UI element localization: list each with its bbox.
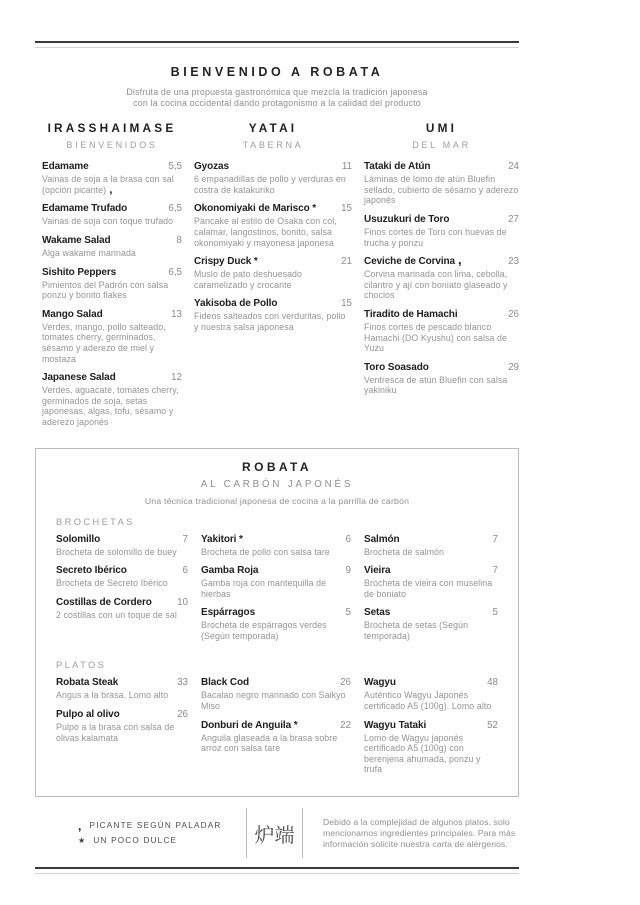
menu-item: [42, 161, 182, 195]
menu-item-description-text: Auténtico Wagyu Japonés certificado A5 (100g). Lomo alto: [364, 690, 492, 712]
yatai-items: [194, 161, 352, 332]
menu-item-name: [201, 534, 342, 545]
menu-item-header: [42, 161, 182, 172]
menu-item-description-text: Pimientos del Padrón con salsa ponzu y bonito flakes: [42, 279, 169, 301]
column-header: YATAI: [248, 121, 298, 136]
menu-item-price: 6,5: [168, 266, 182, 278]
menu-item-name: [364, 720, 483, 731]
menu-item: [364, 214, 519, 248]
menu-item-name: [201, 720, 336, 731]
spicy-icon: ,: [458, 252, 462, 268]
menu-item-name-text: Sishito Peppers: [42, 266, 117, 278]
menu-item-header: [364, 565, 498, 576]
menu-item: [201, 677, 351, 711]
menu-item-description: [56, 610, 188, 621]
menu-item-description-text: Láminas de lomo de atún Bluefin sellado, cubierto de sésamo y aderezo japonés: [364, 174, 519, 206]
menu-item-name: [56, 709, 173, 720]
menu-item-description-text: 6 empanadillas de pollo y verduras en costra de katakuriko: [194, 174, 346, 195]
menu-item: [364, 677, 498, 711]
menu-item: [364, 309, 519, 354]
menu-item-name-text: Gamba Roja: [201, 565, 259, 577]
menu-item-name-text: Yakitori *: [201, 533, 243, 545]
top-rule-thin: [35, 47, 519, 48]
menu-item-name-text: Wakame Salad: [42, 234, 111, 246]
menu-item-price: 29: [508, 361, 519, 373]
menu-item-name: [42, 203, 164, 214]
menu-item-header: [42, 372, 182, 383]
page-title: BIENVENIDO A ROBATA: [170, 65, 384, 79]
menu-item-name: [194, 256, 337, 267]
menu-item-header: [364, 309, 519, 320]
menu-item-description: [364, 620, 498, 641]
menu-item-name: [364, 252, 504, 268]
menu-item-price: 9: [345, 565, 351, 577]
menu-item-price: 26: [340, 677, 351, 689]
menu-item-name-text: Mango Salad: [42, 308, 103, 320]
menu-item-description-text: Finos cortes de Toro con huevas de trucha y ponzu: [364, 226, 507, 248]
menu-item: [364, 161, 519, 206]
menu-item: [364, 607, 498, 641]
menu-item-description-text: Anguila glaseada a la brasa sobre arroz con salsa tare: [201, 732, 338, 754]
page-subtitle: [35, 87, 519, 108]
robata-subtitle: AL CARBÓN JAPONÉS: [200, 478, 354, 490]
menu-item-name: [56, 534, 179, 545]
menu-item-name-text: Black Cod: [201, 677, 250, 689]
menu-item-description-text: Gamba roja con mantequilla de hierbas: [201, 578, 327, 599]
menu-item-header: [194, 161, 352, 172]
umi-items: [364, 161, 519, 396]
irasshaimase-items: [42, 161, 182, 427]
menu-item-description-text: Vainas de soja a la brasa con sal (opción picante): [42, 174, 174, 195]
menu-item: [56, 565, 188, 589]
menu-item-name: [42, 309, 167, 320]
menu-item-price: 15: [341, 203, 352, 215]
menu-item-header: [56, 565, 188, 576]
menu-item-description: [201, 578, 351, 599]
menu-item: [364, 252, 519, 301]
menu-item-name: [194, 298, 337, 309]
top-menu-columns: [35, 121, 519, 435]
menu-item: [201, 720, 351, 754]
menu-item-name-text: Salmón: [364, 533, 400, 545]
menu-item-name-text: Wagyu: [364, 677, 396, 689]
menu-item-description-text: Verdes, mango, pollo salteado, tomates cherry, germinados, sésamo y aderezo de miel y mostaza: [42, 321, 166, 364]
menu-item-name: [364, 214, 504, 225]
menu-item-description: [364, 269, 519, 301]
menu-item-description-text: Brocheta de Secreto Ibérico: [56, 578, 168, 589]
menu-item-name-text: Gyozas: [194, 161, 229, 173]
menu-item-description-text: Vainas de soja con toque trufado: [42, 216, 174, 227]
menu-item-header: [194, 298, 352, 309]
menu-item-description-text: Angus a la brasa. Lomo alto: [56, 690, 169, 701]
menu-item-header: [364, 362, 519, 373]
menu-item-description: [364, 227, 519, 248]
menu-item-price: 22: [340, 719, 351, 731]
menu-item-name-text: Yakisoba de Pollo: [194, 298, 278, 310]
menu-item-description: [194, 311, 352, 332]
menu-item-header: [42, 267, 182, 278]
menu-item-price: 12: [171, 372, 182, 384]
menu-item-header: [364, 607, 498, 618]
menu-item-header: [201, 534, 351, 545]
menu-item-description: [364, 578, 498, 599]
menu-item-name-text: Vieira: [364, 565, 391, 577]
menu-item-description-text: Fideos salteados con verduritas, pollo y nuestra salsa japonesa: [194, 311, 346, 332]
menu-item-description-text: Brocheta de solomillo de buey: [56, 546, 177, 557]
column-subheader: DEL MAR: [412, 140, 471, 151]
platos-col-1: [56, 677, 188, 783]
menu-item-description-text: Finos cortes de pescado blanco Hamachi (DO Kyushu) con salsa de Yuzu: [364, 321, 508, 354]
menu-item-description-text: Pulpo a la brasa con salsa de olivas kalamata: [56, 722, 175, 743]
menu-item-name-text: Solomillo: [56, 533, 101, 545]
menu-item-name: [42, 235, 173, 246]
menu-item-description-text: Lomo de Wagyu japonés certificado A5 (100g) con berenjena ahumada, ponzu y trufa: [364, 732, 481, 775]
platos-grid: [56, 677, 498, 783]
menu-item-description-text: Ventresca de atún Bluefin con salsa yakiniku: [364, 374, 508, 396]
menu-item-name: [201, 607, 342, 618]
menu-item: [42, 203, 182, 227]
menu-item: [194, 298, 352, 332]
menu-item-description: [201, 733, 351, 754]
top-rule-thick: [35, 41, 519, 43]
menu-item-name-text: Edamame Trufado: [42, 203, 128, 215]
menu-item: [42, 309, 182, 364]
spicy-icon: ,: [109, 183, 113, 196]
brochetas-grid: [56, 534, 498, 650]
top-rule: [35, 41, 519, 48]
menu-item-description-text: Bacalao negro marinado con Saikyo Miso: [201, 690, 346, 712]
menu-item-description: [364, 322, 519, 354]
menu-item-price: 33: [177, 677, 188, 689]
menu-item-price: 48: [487, 677, 498, 689]
bottom-rule-thick: [35, 867, 519, 869]
legend-spicy-label: PICANTE SEGÚN PALADAR: [89, 821, 222, 831]
star-icon: ★: [78, 836, 87, 846]
menu-item-price: 23: [508, 256, 519, 268]
menu-item-description: [364, 733, 498, 775]
menu-item-header: [364, 677, 498, 688]
menu-content: [35, 0, 519, 874]
page-subtitle-line-1: Disfruta de una propuesta gastronómica que mezcla la tradición japonesa: [126, 87, 428, 97]
menu-item-name-text: Espárragos: [201, 607, 256, 619]
menu-item-price: 8: [176, 234, 182, 246]
menu-item: [364, 362, 519, 396]
robata-kanji: 炉端: [246, 808, 303, 858]
menu-item-name: [56, 565, 179, 576]
menu-item-price: 10: [177, 596, 188, 608]
menu-item-header: [201, 720, 351, 731]
menu-item-name-text: Japanese Salad: [42, 372, 116, 384]
menu-item-price: 24: [508, 161, 519, 173]
brochetas-col-1: [56, 534, 188, 650]
legend-keys: [35, 808, 246, 858]
menu-item-name: [364, 161, 504, 172]
menu-item-name: [364, 565, 489, 576]
menu-item-description-text: Brocheta de setas (Según temporada): [364, 620, 469, 641]
brochetas-col-3: [364, 534, 498, 650]
column-header: IRASSHAIMASE: [47, 121, 177, 136]
menu-item-name-text: Wagyu Tataki: [364, 719, 427, 731]
menu-item: [42, 235, 182, 259]
menu-item-header: [56, 597, 188, 608]
bottom-rule: [35, 867, 519, 874]
menu-item-name-text: Robata Steak: [56, 677, 119, 689]
menu-item-name: [364, 309, 504, 320]
menu-item: [194, 256, 352, 290]
menu-item-name-text: Secreto Ibérico: [56, 565, 127, 577]
menu-item-name-text: Ceviche de Corvina: [364, 256, 456, 268]
legend-sweet-row: [78, 836, 246, 845]
menu-item: [364, 565, 498, 599]
menu-item-price: 52: [487, 719, 498, 731]
menu-item: [201, 565, 351, 599]
menu-item-header: [201, 607, 351, 618]
menu-item-description: [364, 690, 498, 711]
menu-item-name-text: Costillas de Cordero: [56, 596, 152, 608]
menu-item-name-text: Tataki de Atún: [364, 161, 431, 173]
menu-item: [194, 161, 352, 195]
menu-item-name-text: Usuzukuri de Toro: [364, 213, 450, 225]
menu-item-name: [56, 677, 173, 688]
menu-item-description: [56, 690, 188, 701]
menu-item-header: [364, 252, 519, 268]
menu-item-name: [364, 362, 504, 373]
menu-item-price: 21: [341, 256, 352, 268]
menu-item-description: [42, 174, 182, 195]
menu-item-header: [56, 709, 188, 720]
menu-item: [42, 267, 182, 301]
menu-item-description: [194, 216, 352, 248]
menu-item: [56, 677, 188, 701]
column-header: UMI: [425, 121, 458, 136]
footer-legend: [35, 808, 519, 858]
menu-item-header: [56, 677, 188, 688]
menu-item-price: 26: [508, 308, 519, 320]
menu-item-description-text: Muslo de pato deshuesado caramelizado y crocante: [194, 269, 303, 290]
menu-item-price: 7: [182, 533, 188, 545]
menu-item-description: [42, 280, 182, 301]
menu-item-header: [364, 720, 498, 731]
bottom-rule-thin: [35, 873, 519, 874]
menu-item-name: [42, 372, 167, 383]
menu-item-name-text: Edamame: [42, 161, 89, 173]
menu-item-header: [364, 214, 519, 225]
menu-item-description: [42, 385, 182, 427]
menu-column-irasshaimase: [42, 121, 182, 435]
menu-item-price: 5,5: [168, 161, 182, 173]
menu-item-header: [201, 565, 351, 576]
menu-item-description: [201, 547, 351, 558]
robata-title: ROBATA: [242, 459, 312, 474]
menu-item: [56, 597, 188, 621]
menu-item-price: 13: [171, 308, 182, 320]
menu-item-name: [194, 161, 338, 172]
menu-item-name: [364, 677, 483, 688]
menu-item: [201, 607, 351, 641]
menu-item-name: [364, 534, 489, 545]
platos-label: PLATOS: [56, 660, 107, 671]
menu-item: [364, 534, 498, 558]
menu-item-description: [42, 322, 182, 364]
menu-item-header: [56, 534, 188, 545]
menu-item-description: [364, 547, 498, 558]
menu-item-description: [194, 174, 352, 195]
menu-item-description-text: 2 costillas con un toque de sal: [56, 609, 177, 620]
legend-sweet-label: UN POCO DULCE: [93, 836, 178, 846]
menu-item-description-text: Brocheta de espárragos verdes (Según temporada): [201, 620, 327, 641]
legend-spicy-row: [78, 818, 246, 833]
menu-item-description-text: Brocheta de vieira con muselina de boniato: [364, 578, 493, 599]
menu-item-name-text: Donburi de Anguila *: [201, 719, 298, 731]
menu-item-name-text: Pulpo al olivo: [56, 709, 120, 721]
menu-item-name: [201, 677, 336, 688]
robata-section-box: [35, 448, 519, 798]
menu-item-description-text: Verdes, aguacate, tomates cherry, germinados de soja, setas japonesas, algas, tofu, sésamo y aderezo japonés: [42, 385, 179, 427]
menu-item-description-text: Corvina marinada con lima, cebolla, cilantro y ají con boniato glaseado y choclos: [364, 269, 508, 301]
menu-item-description-text: Alga wakame marinada: [42, 247, 136, 258]
menu-item: [194, 203, 352, 248]
menu-item-name: [194, 203, 337, 214]
platos-col-2: [201, 677, 351, 783]
menu-item: [56, 534, 188, 558]
menu-item-header: [42, 203, 182, 214]
menu-item-header: [194, 203, 352, 214]
brochetas-col-2: [201, 534, 351, 650]
menu-item-name: [42, 161, 164, 172]
robata-tagline: Una técnica tradicional japonesa de cocina a la parrilla de carbón: [144, 495, 410, 506]
menu-item-price: 15: [341, 298, 352, 310]
menu-item-description: [56, 722, 188, 743]
menu-item-description: [56, 578, 188, 589]
menu-item-price: 6: [345, 533, 351, 545]
menu-item-name: [56, 597, 173, 608]
menu-item-description: [201, 690, 351, 711]
menu-item-price: 5: [345, 607, 351, 619]
menu-item-description: [42, 216, 182, 227]
page-subtitle-line-2: con la cocina occidental dando protagonismo a la calidad del producto: [133, 97, 421, 108]
brochetas-label: BROCHETAS: [56, 516, 135, 527]
menu-item-description: [56, 547, 188, 558]
menu-item-name-text: Tiradito de Hamachi: [364, 308, 458, 320]
column-subheader: TABERNA: [242, 140, 304, 151]
menu-item-header: [42, 309, 182, 320]
menu-item-name-text: Setas: [364, 607, 391, 619]
menu-item-price: 26: [177, 709, 188, 721]
menu-item-name: [42, 267, 164, 278]
menu-item-name-text: Okonomiyaki de Marisco *: [194, 203, 317, 215]
menu-item-description: [42, 248, 182, 259]
menu-item: [364, 720, 498, 775]
menu-item-description: [194, 269, 352, 290]
menu-item-header: [42, 235, 182, 246]
menu-item-price: 27: [508, 213, 519, 225]
menu-item-header: [364, 161, 519, 172]
menu-item-description-text: Brocheta de pollo con salsa tare: [201, 546, 330, 557]
platos-col-3: [364, 677, 498, 783]
menu-item-name: [364, 607, 489, 618]
spicy-icon: ,: [78, 818, 83, 833]
menu-item-header: [201, 677, 351, 688]
menu-item-price: 6: [182, 565, 188, 577]
menu-item-price: 7: [492, 565, 498, 577]
menu-item-name: [201, 565, 342, 576]
allergen-note: [303, 808, 519, 858]
menu-column-yatai: [194, 121, 352, 435]
allergen-note-text: Debido a la complejidad de algunos platos, solo mencionamos ingredientes principales. Para más información solicite nuestra carta de alérgenos.: [323, 816, 516, 849]
menu-item-name-text: Crispy Duck *: [194, 256, 258, 268]
menu-item-description: [364, 375, 519, 396]
menu-item: [56, 709, 188, 743]
menu-item-header: [194, 256, 352, 267]
menu-item: [42, 372, 182, 427]
menu-item-price: 11: [341, 161, 352, 173]
menu-item-price: 6,5: [168, 203, 182, 215]
menu-item: [201, 534, 351, 558]
menu-item-name-text: Toro Soasado: [364, 361, 429, 373]
column-subheader: BIENVENIDOS: [66, 140, 158, 151]
menu-item-price: 7: [492, 533, 498, 545]
menu-item-header: [364, 534, 498, 545]
menu-item-description-text: Pancake al estilo de Osaka con col, calamar, langostinos, bonito, salsa okonomiyaki y mayonesa japonesa: [194, 216, 337, 248]
menu-item-description: [364, 174, 519, 206]
menu-item-price: 5: [492, 607, 498, 619]
menu-column-umi: [364, 121, 519, 435]
menu-item-description: [201, 620, 351, 641]
menu-item-description-text: Brocheta de salmón: [364, 546, 445, 557]
